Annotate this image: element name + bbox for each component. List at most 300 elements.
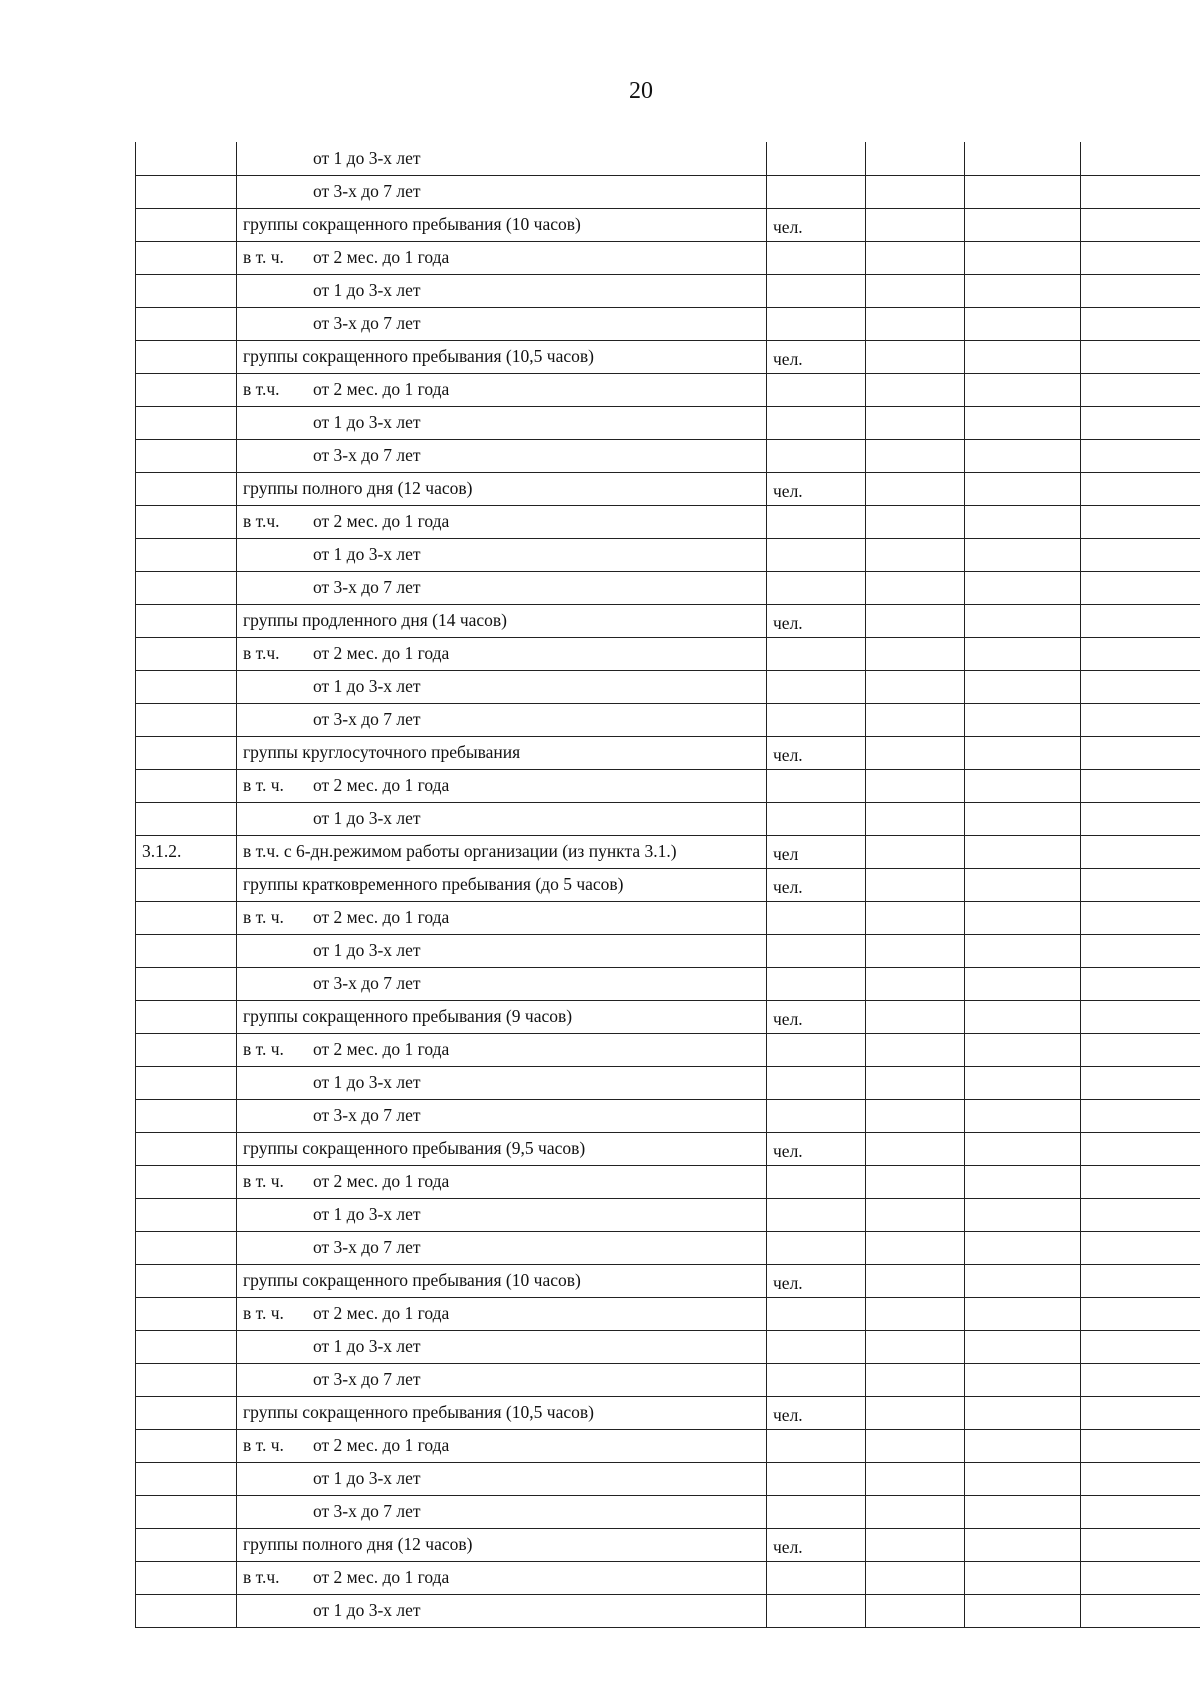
table-row: [136, 1000, 1200, 1033]
row-value-cell-2: [965, 1462, 1081, 1495]
row-code-cell: [136, 1000, 237, 1033]
row-code-cell: [136, 472, 237, 505]
row-value-cell-3: [1081, 1231, 1200, 1264]
row-value-cell-3: [1081, 1561, 1200, 1594]
table-row: [136, 1561, 1200, 1594]
row-code-cell: [136, 1561, 237, 1594]
row-code-cell: [136, 637, 237, 670]
row-unit-cell: [767, 340, 866, 373]
row-prefix: в т.ч.: [243, 643, 280, 663]
row-value-cell-3: [1081, 1429, 1200, 1462]
row-value-cell-1: [866, 1165, 965, 1198]
row-unit: чел.: [773, 349, 803, 369]
table-row: [136, 208, 1200, 241]
row-label: группы кратковременного пребывания (до 5 часов): [243, 874, 624, 894]
table-row: [136, 1132, 1200, 1165]
row-name-cell: [237, 1363, 767, 1396]
row-label: группы продленного дня (14 часов): [243, 610, 507, 630]
row-value-cell-2: [965, 1594, 1081, 1627]
row-code-cell: [136, 1099, 237, 1132]
row-value-cell-2: [965, 901, 1081, 934]
row-value-cell-2: [965, 604, 1081, 637]
row-name-cell: [237, 736, 767, 769]
row-label: от 3-х до 7 лет: [313, 577, 421, 597]
row-value-cell-2: [965, 142, 1081, 175]
row-label: от 1 до 3-х лет: [313, 412, 421, 432]
row-unit-cell: [767, 637, 866, 670]
row-name-cell: [237, 1165, 767, 1198]
row-value-cell-3: [1081, 1132, 1200, 1165]
row-name-cell: [237, 1264, 767, 1297]
row-value-cell-3: [1081, 1264, 1200, 1297]
table-row: [136, 1231, 1200, 1264]
row-code-cell: [136, 1033, 237, 1066]
row-value-cell-2: [965, 307, 1081, 340]
table-row: [136, 1363, 1200, 1396]
row-name-cell: [237, 1594, 767, 1627]
row-value-cell-1: [866, 934, 965, 967]
row-code-cell: [136, 1462, 237, 1495]
row-prefix: в т. ч.: [243, 775, 284, 795]
row-label: от 1 до 3-х лет: [313, 280, 421, 300]
row-unit-cell: [767, 406, 866, 439]
row-value-cell-1: [866, 175, 965, 208]
row-unit-cell: [767, 1396, 866, 1429]
row-name-cell: [237, 571, 767, 604]
row-value-cell-3: [1081, 274, 1200, 307]
row-value-cell-3: [1081, 736, 1200, 769]
row-unit-cell: [767, 1132, 866, 1165]
row-label: в т.ч. с 6-дн.режимом работы организации (из пункта 3.1.): [243, 841, 677, 861]
row-value-cell-2: [965, 340, 1081, 373]
row-value-cell-2: [965, 769, 1081, 802]
table-row: [136, 142, 1200, 175]
table-row: [136, 1198, 1200, 1231]
row-value-cell-2: [965, 1231, 1081, 1264]
row-name-cell: [237, 439, 767, 472]
row-name-cell: [237, 934, 767, 967]
row-value-cell-3: [1081, 1330, 1200, 1363]
table-row: [136, 736, 1200, 769]
row-unit-cell: [767, 967, 866, 1000]
table-row: [136, 472, 1200, 505]
row-code-cell: [136, 505, 237, 538]
row-value-cell-3: [1081, 439, 1200, 472]
row-value-cell-1: [866, 703, 965, 736]
row-value-cell-1: [866, 505, 965, 538]
row-unit-cell: [767, 175, 866, 208]
row-value-cell-1: [866, 274, 965, 307]
row-code-cell: [136, 1165, 237, 1198]
row-code-cell: [136, 1495, 237, 1528]
row-unit-cell: [767, 1594, 866, 1627]
row-unit-cell: [767, 934, 866, 967]
row-prefix: в т. ч.: [243, 247, 284, 267]
row-value-cell-1: [866, 340, 965, 373]
row-label: от 1 до 3-х лет: [313, 676, 421, 696]
row-name-cell: [237, 1495, 767, 1528]
row-code-cell: [136, 1132, 237, 1165]
row-value-cell-1: [866, 1330, 965, 1363]
row-unit: чел.: [773, 877, 803, 897]
row-label: группы сокращенного пребывания (10 часов): [243, 1270, 581, 1290]
row-value-cell-2: [965, 439, 1081, 472]
row-value-cell-3: [1081, 1396, 1200, 1429]
row-code-cell: [136, 670, 237, 703]
row-unit-cell: [767, 241, 866, 274]
row-value-cell-2: [965, 1099, 1081, 1132]
row-label: группы полного дня (12 часов): [243, 1534, 473, 1554]
row-label: от 3-х до 7 лет: [313, 973, 421, 993]
row-unit-cell: [767, 868, 866, 901]
row-name-cell: [237, 208, 767, 241]
row-label: от 2 мес. до 1 года: [313, 1567, 450, 1587]
row-value-cell-3: [1081, 1165, 1200, 1198]
row-value-cell-2: [965, 241, 1081, 274]
row-code-cell: [136, 1429, 237, 1462]
row-label: от 2 мес. до 1 года: [313, 1171, 450, 1191]
table-row: [136, 604, 1200, 637]
row-unit: чел.: [773, 745, 803, 765]
row-value-cell-3: [1081, 142, 1200, 175]
row-code-cell: [136, 1264, 237, 1297]
row-value-cell-3: [1081, 1066, 1200, 1099]
row-value-cell-3: [1081, 1363, 1200, 1396]
row-value-cell-1: [866, 1198, 965, 1231]
row-label: группы сокращенного пребывания (10 часов): [243, 214, 581, 234]
row-label: группы круглосуточного пребывания: [243, 742, 521, 762]
row-value-cell-3: [1081, 637, 1200, 670]
row-value-cell-3: [1081, 1297, 1200, 1330]
row-value-cell-1: [866, 373, 965, 406]
row-name-cell: [237, 604, 767, 637]
row-value-cell-1: [866, 1396, 965, 1429]
row-code-cell: [136, 406, 237, 439]
row-code-cell: [136, 1297, 237, 1330]
row-unit-cell: [767, 1198, 866, 1231]
row-label: от 3-х до 7 лет: [313, 1369, 421, 1389]
row-label: от 1 до 3-х лет: [313, 1336, 421, 1356]
row-name-cell: [237, 1000, 767, 1033]
row-label: от 1 до 3-х лет: [313, 1468, 421, 1488]
table-row: [136, 439, 1200, 472]
row-name-cell: [237, 274, 767, 307]
row-name-cell: [237, 1231, 767, 1264]
row-label: от 2 мес. до 1 года: [313, 775, 450, 795]
row-value-cell-2: [965, 1297, 1081, 1330]
row-value-cell-3: [1081, 769, 1200, 802]
row-value-cell-1: [866, 901, 965, 934]
row-value-cell-3: [1081, 307, 1200, 340]
row-unit-cell: [767, 703, 866, 736]
row-name-cell: [237, 868, 767, 901]
row-value-cell-3: [1081, 604, 1200, 637]
row-code-cell: [136, 1594, 237, 1627]
row-unit: чел.: [773, 1141, 803, 1161]
row-name-cell: [237, 373, 767, 406]
row-value-cell-2: [965, 1264, 1081, 1297]
row-value-cell-1: [866, 208, 965, 241]
table-row: [136, 703, 1200, 736]
table-row: [136, 1165, 1200, 1198]
row-code-cell: [136, 901, 237, 934]
row-unit-cell: [767, 1330, 866, 1363]
row-code-cell: [136, 175, 237, 208]
row-name-cell: [237, 406, 767, 439]
row-label: от 2 мес. до 1 года: [313, 1435, 450, 1455]
row-value-cell-3: [1081, 472, 1200, 505]
row-label: группы полного дня (12 часов): [243, 478, 473, 498]
row-name-cell: [237, 472, 767, 505]
row-value-cell-2: [965, 703, 1081, 736]
row-value-cell-2: [965, 175, 1081, 208]
table-row: [136, 373, 1200, 406]
row-label: от 1 до 3-х лет: [313, 1204, 421, 1224]
row-unit-cell: [767, 1297, 866, 1330]
table-row: [136, 802, 1200, 835]
row-unit: чел.: [773, 1273, 803, 1293]
row-code-cell: [136, 868, 237, 901]
table-row: [136, 1297, 1200, 1330]
row-name-cell: [237, 802, 767, 835]
row-value-cell-1: [866, 967, 965, 1000]
row-unit: чел.: [773, 481, 803, 501]
table-row: [136, 1330, 1200, 1363]
row-name-cell: [237, 1099, 767, 1132]
row-value-cell-3: [1081, 670, 1200, 703]
row-unit-cell: [767, 901, 866, 934]
row-value-cell-1: [866, 1264, 965, 1297]
row-value-cell-3: [1081, 340, 1200, 373]
row-unit: чел: [773, 844, 799, 864]
table-row: [136, 901, 1200, 934]
row-unit-cell: [767, 1099, 866, 1132]
row-value-cell-1: [866, 406, 965, 439]
row-code-cell: [136, 967, 237, 1000]
table-row: [136, 175, 1200, 208]
row-unit-cell: [767, 1066, 866, 1099]
table-row: [136, 1396, 1200, 1429]
table-row: [136, 505, 1200, 538]
row-value-cell-1: [866, 142, 965, 175]
row-code-cell: [136, 1363, 237, 1396]
table-row: [136, 1429, 1200, 1462]
row-value-cell-1: [866, 307, 965, 340]
row-value-cell-1: [866, 1429, 965, 1462]
row-value-cell-3: [1081, 1000, 1200, 1033]
row-value-cell-2: [965, 1033, 1081, 1066]
row-unit-cell: [767, 1264, 866, 1297]
row-name-cell: [237, 835, 767, 868]
row-unit-cell: [767, 769, 866, 802]
row-value-cell-3: [1081, 1594, 1200, 1627]
row-name-cell: [237, 1033, 767, 1066]
table-row: [136, 1264, 1200, 1297]
statistics-table: [135, 142, 1200, 1628]
row-unit-cell: [767, 670, 866, 703]
row-unit-cell: [767, 736, 866, 769]
row-name-cell: [237, 1198, 767, 1231]
row-value-cell-1: [866, 1462, 965, 1495]
row-unit-cell: [767, 538, 866, 571]
row-name-cell: [237, 175, 767, 208]
row-label: от 1 до 3-х лет: [313, 940, 421, 960]
row-label: от 3-х до 7 лет: [313, 313, 421, 333]
row-value-cell-2: [965, 637, 1081, 670]
row-value-cell-1: [866, 1561, 965, 1594]
row-label: от 3-х до 7 лет: [313, 709, 421, 729]
row-name-cell: [237, 307, 767, 340]
table-row: [136, 670, 1200, 703]
row-value-cell-3: [1081, 1462, 1200, 1495]
row-unit-cell: [767, 1429, 866, 1462]
row-value-cell-2: [965, 1066, 1081, 1099]
row-value-cell-3: [1081, 571, 1200, 604]
row-name-cell: [237, 637, 767, 670]
row-code-cell: [136, 1528, 237, 1561]
row-label: от 2 мес. до 1 года: [313, 379, 450, 399]
row-value-cell-3: [1081, 1099, 1200, 1132]
row-value-cell-2: [965, 670, 1081, 703]
row-value-cell-3: [1081, 406, 1200, 439]
row-prefix: в т. ч.: [243, 907, 284, 927]
page-number: 20: [629, 78, 653, 104]
row-name-cell: [237, 340, 767, 373]
row-name-cell: [237, 901, 767, 934]
table-body: [136, 142, 1200, 1627]
row-value-cell-2: [965, 538, 1081, 571]
row-unit-cell: [767, 1033, 866, 1066]
row-label: от 3-х до 7 лет: [313, 1105, 421, 1125]
row-label: от 1 до 3-х лет: [313, 808, 421, 828]
row-label: от 2 мес. до 1 года: [313, 511, 450, 531]
row-code-cell: [136, 340, 237, 373]
row-name-cell: [237, 1561, 767, 1594]
row-value-cell-2: [965, 274, 1081, 307]
table-row: [136, 406, 1200, 439]
table-row: [136, 340, 1200, 373]
row-value-cell-3: [1081, 175, 1200, 208]
row-code-cell: [136, 142, 237, 175]
row-name-cell: [237, 769, 767, 802]
table-row: [136, 637, 1200, 670]
row-name-cell: [237, 1132, 767, 1165]
row-value-cell-3: [1081, 967, 1200, 1000]
row-value-cell-1: [866, 1033, 965, 1066]
table-row: [136, 1594, 1200, 1627]
row-value-cell-3: [1081, 208, 1200, 241]
row-value-cell-1: [866, 472, 965, 505]
row-name-cell: [237, 1330, 767, 1363]
row-value-cell-2: [965, 1330, 1081, 1363]
row-value-cell-1: [866, 1231, 965, 1264]
table-row: [136, 934, 1200, 967]
row-unit-cell: [767, 835, 866, 868]
row-code-cell: [136, 1396, 237, 1429]
row-prefix: в т. ч.: [243, 1435, 284, 1455]
table-row: [136, 307, 1200, 340]
row-name-cell: [237, 1297, 767, 1330]
row-value-cell-1: [866, 1495, 965, 1528]
row-value-cell-1: [866, 736, 965, 769]
row-prefix: в т. ч.: [243, 1171, 284, 1191]
row-name-cell: [237, 538, 767, 571]
row-label: от 2 мес. до 1 года: [313, 247, 450, 267]
row-value-cell-3: [1081, 241, 1200, 274]
row-name-cell: [237, 1462, 767, 1495]
row-value-cell-1: [866, 802, 965, 835]
row-code-cell: [136, 604, 237, 637]
row-value-cell-3: [1081, 703, 1200, 736]
row-value-cell-3: [1081, 1495, 1200, 1528]
row-value-cell-1: [866, 868, 965, 901]
row-unit-cell: [767, 1495, 866, 1528]
row-unit-cell: [767, 1231, 866, 1264]
row-label: группы сокращенного пребывания (10,5 часов): [243, 1402, 594, 1422]
row-value-cell-2: [965, 571, 1081, 604]
row-unit-cell: [767, 373, 866, 406]
row-value-cell-2: [965, 1429, 1081, 1462]
row-value-cell-3: [1081, 373, 1200, 406]
row-unit-cell: [767, 439, 866, 472]
row-value-cell-1: [866, 769, 965, 802]
row-value-cell-2: [965, 1132, 1081, 1165]
row-label: от 2 мес. до 1 года: [313, 643, 450, 663]
row-name-cell: [237, 967, 767, 1000]
row-value-cell-2: [965, 835, 1081, 868]
row-value-cell-1: [866, 439, 965, 472]
table-row: [136, 571, 1200, 604]
row-unit-cell: [767, 142, 866, 175]
row-value-cell-3: [1081, 1198, 1200, 1231]
row-value-cell-1: [866, 1363, 965, 1396]
row-unit-cell: [767, 802, 866, 835]
row-value-cell-3: [1081, 1033, 1200, 1066]
row-label: от 3-х до 7 лет: [313, 1237, 421, 1257]
row-value-cell-2: [965, 1000, 1081, 1033]
row-code-cell: [136, 208, 237, 241]
row-code-cell: [136, 1198, 237, 1231]
row-value-cell-1: [866, 1528, 965, 1561]
row-unit-cell: [767, 1165, 866, 1198]
row-label: от 1 до 3-х лет: [313, 1072, 421, 1092]
row-label: от 1 до 3-х лет: [313, 147, 421, 168]
row-unit: чел.: [773, 217, 803, 237]
row-unit: чел.: [773, 1009, 803, 1029]
row-unit-cell: [767, 1363, 866, 1396]
row-unit-cell: [767, 1561, 866, 1594]
row-label: от 1 до 3-х лет: [313, 544, 421, 564]
row-unit: чел.: [773, 1537, 803, 1557]
row-value-cell-3: [1081, 538, 1200, 571]
row-value-cell-2: [965, 1495, 1081, 1528]
table-row: [136, 1528, 1200, 1561]
row-code-cell: [136, 241, 237, 274]
row-value-cell-2: [965, 208, 1081, 241]
row-value-cell-1: [866, 1099, 965, 1132]
table-row: [136, 835, 1200, 868]
row-value-cell-1: [866, 1132, 965, 1165]
row-prefix: в т. ч.: [243, 1039, 284, 1059]
row-value-cell-3: [1081, 901, 1200, 934]
row-label: группы сокращенного пребывания (9 часов): [243, 1006, 573, 1026]
row-code-cell: [136, 1231, 237, 1264]
row-value-cell-1: [866, 1066, 965, 1099]
row-name-cell: [237, 1396, 767, 1429]
row-code-cell: [136, 307, 237, 340]
row-value-cell-1: [866, 1297, 965, 1330]
row-value-cell-1: [866, 835, 965, 868]
